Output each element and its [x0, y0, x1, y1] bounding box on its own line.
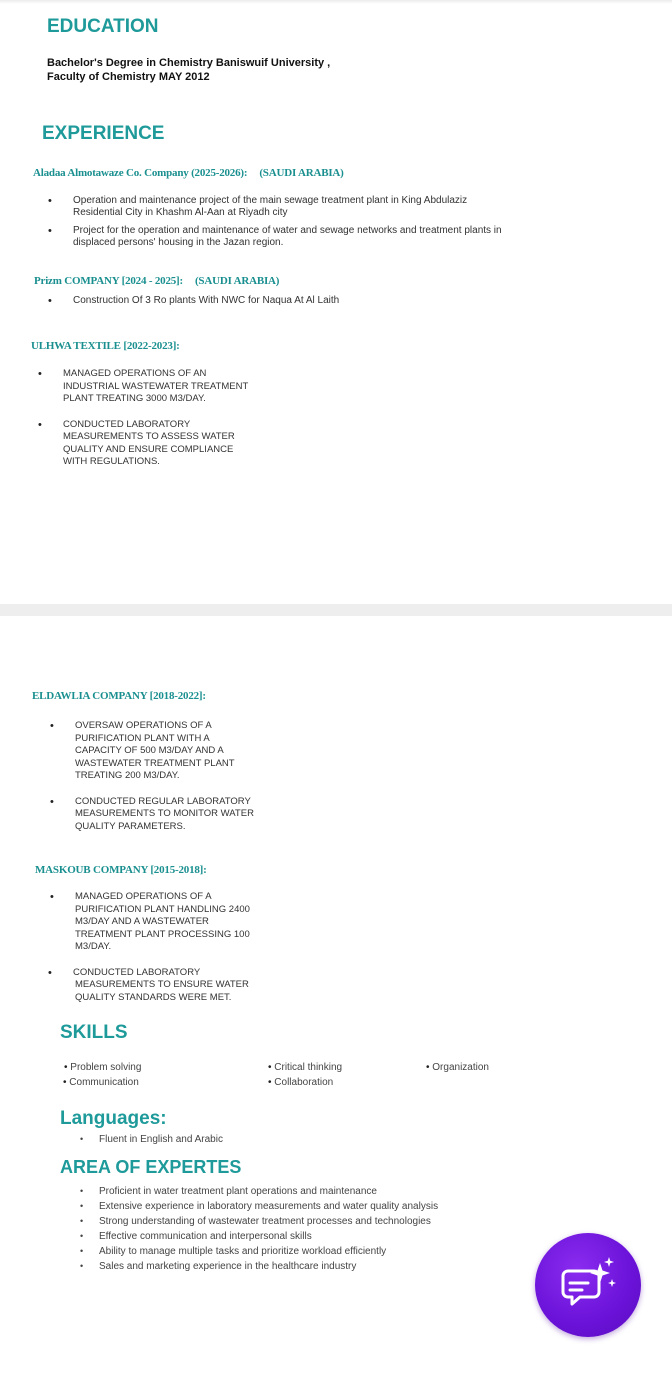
expertise-item: • Strong understanding of wastewater treatment processes and technologies	[99, 1214, 438, 1229]
expertise-item: • Ability to manage multiple tasks and prioritize workload efficiently	[99, 1244, 438, 1259]
bullet-line: • CONDUCTED REGULAR LABORATORY	[75, 795, 251, 807]
skill-item: • Critical thinking	[268, 1061, 342, 1076]
bullet-line: • CONDUCTED LABORATORY	[63, 418, 191, 430]
bullet-line: MEASUREMENTS TO ENSURE WATER	[75, 979, 249, 990]
job-bullet	[75, 720, 254, 783]
job-bullet	[73, 195, 502, 219]
job-company	[35, 864, 207, 876]
skill-item: • Organization	[426, 1061, 489, 1076]
job-bullets	[73, 195, 502, 249]
bullet-line: QUALITY PARAMETERS.	[75, 820, 186, 832]
job-bullets	[75, 891, 250, 1004]
expertise-item: • Extensive experience in laboratory measurements and water quality analysis	[99, 1199, 438, 1214]
skills-column-1	[63, 1061, 141, 1090]
job-bullets	[73, 295, 339, 307]
bullet-line: INDUSTRIAL WASTEWATER TREATMENT	[63, 380, 249, 392]
job-bullet	[73, 225, 502, 249]
languages-list	[99, 1132, 223, 1147]
bullet-line: • Project for the operation and maintenance of water and sewage networks and treatment plants in	[73, 225, 502, 236]
education-line-1: Bachelor's Degree in Chemistry Baniswuif University ,	[47, 57, 331, 69]
skills-column-3	[426, 1061, 489, 1076]
bullet-line: M3/DAY AND A WASTEWATER	[75, 916, 209, 927]
job-bullet	[63, 368, 248, 406]
job-bullet	[75, 796, 254, 834]
skill-item: • Communication	[63, 1076, 141, 1091]
bullet-line: M3/DAY.	[75, 941, 112, 952]
bullet-line: • Construction Of 3 Ro plants With NWC for Naqua At Al Laith	[73, 295, 340, 306]
bullet-line: PURIFICATION PLANT WITH A	[75, 732, 210, 744]
job-bullet	[73, 967, 250, 1005]
company-location: (SAUDI ARABIA)	[259, 167, 344, 179]
bullet-line: QUALITY STANDARDS WERE MET.	[75, 991, 232, 1003]
bullet-line: • MANAGED OPERATIONS OF A	[75, 891, 212, 902]
bullet-line: MEASUREMENTS TO MONITOR WATER	[75, 808, 254, 819]
bullet-line: Residential City in Khashm Al-Aan at Riyadh city	[73, 207, 288, 218]
education-heading: EDUCATION	[47, 16, 159, 37]
ai-chat-sparkle-icon	[560, 1255, 618, 1313]
education-text	[47, 56, 330, 84]
skills-column-2	[268, 1061, 342, 1090]
job-bullets	[75, 720, 254, 833]
company-location: (SAUDI ARABIA)	[194, 275, 280, 287]
company-name: ELDAWLIA COMPANY [2018-2022]:	[32, 690, 206, 702]
expertise-item: • Sales and marketing experience in the healthcare industry	[99, 1259, 438, 1274]
page-separator	[0, 604, 672, 616]
top-shadow	[0, 0, 672, 4]
bullet-line: PLANT TREATING 3000 M3/DAY.	[63, 393, 206, 404]
job-company	[34, 275, 279, 287]
company-name: ULHWA TEXTILE [2022-2023]:	[31, 340, 180, 352]
bullet-line: • MANAGED OPERATIONS OF AN	[63, 368, 207, 379]
job-bullet	[75, 891, 250, 954]
job-company	[33, 167, 344, 179]
expertise-heading: AREA OF EXPERTES	[60, 1157, 242, 1177]
bullet-line: QUALITY AND ENSURE COMPLIANCE	[63, 443, 234, 455]
bullet-line: WASTEWATER TREATMENT PLANT	[75, 757, 235, 769]
language-item: • Fluent in English and Arabic	[99, 1132, 223, 1147]
skills-heading: SKILLS	[60, 1022, 128, 1043]
job-bullet	[63, 419, 248, 469]
bullet-line: WITH REGULATIONS.	[63, 456, 160, 467]
education-line-2: Faculty of Chemistry MAY 2012	[47, 71, 210, 83]
languages-heading: Languages:	[60, 1108, 167, 1129]
bullet-line: • OVERSAW OPERATIONS OF A	[75, 720, 212, 731]
company-name: MASKOUB COMPANY [2015-2018]:	[35, 864, 207, 876]
expertise-item: • Proficient in water treatment plant operations and maintenance	[99, 1184, 438, 1199]
ai-chat-button[interactable]	[535, 1233, 641, 1337]
skill-item: • Problem solving	[64, 1061, 141, 1076]
experience-heading: EXPERIENCE	[42, 123, 165, 144]
bullet-line: • Operation and maintenance project of the main sewage treatment plant in King Abdulaziz	[73, 195, 468, 206]
company-name: Aladaa Almotawaze Co. Company (2025-2026):	[33, 167, 248, 179]
skill-item: • Collaboration	[268, 1076, 342, 1091]
bullet-line: • CONDUCTED LABORATORY	[73, 966, 201, 978]
bullet-line: PURIFICATION PLANT HANDLING 2400	[75, 903, 250, 915]
job-company	[32, 690, 206, 702]
job-bullets	[63, 368, 248, 469]
bullet-line: TREATMENT PLANT PROCESSING 100	[75, 928, 250, 940]
company-name: Prizm COMPANY [2024 - 2025]:	[34, 275, 183, 287]
bullet-line: TREATING 200 M3/DAY.	[75, 770, 180, 781]
bullet-line: MEASUREMENTS TO ASSESS WATER	[63, 431, 235, 442]
expertise-list	[99, 1184, 438, 1274]
bullet-line: CAPACITY OF 500 M3/DAY AND A	[75, 745, 224, 756]
expertise-item: • Effective communication and interpersonal skills	[99, 1229, 438, 1244]
job-bullet	[73, 295, 339, 307]
bullet-line: displaced persons' housing in the Jazan region.	[73, 237, 284, 248]
job-company	[31, 340, 180, 352]
